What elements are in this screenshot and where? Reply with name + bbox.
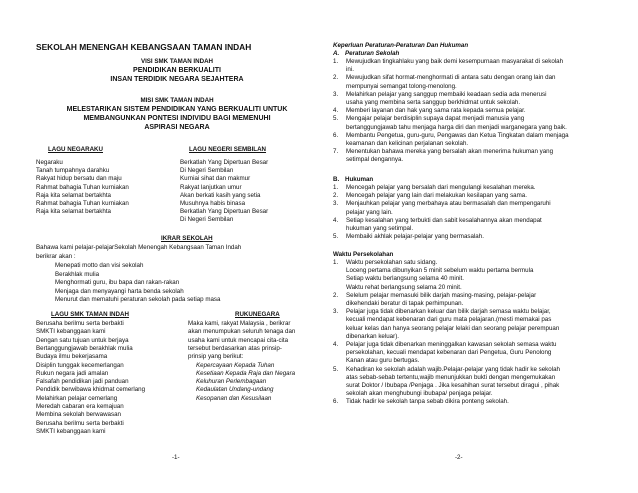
rule-b-text: Membaiki akhlak pelajar-pelajar yang bermasalah. xyxy=(346,233,484,241)
lagu-negeri-heading: LAGU NEGERI SEMBILAN xyxy=(189,146,267,153)
lagu-smk-line: Meredah cabaran era kemajuan xyxy=(36,403,124,410)
lagu-smk-line: SMKTI kebanggaan kami xyxy=(36,427,106,435)
waktu-text: Kehadiran ke sekolah adalah wajib.Pelajar-pelajar yang tidak hadir ke sekolah xyxy=(346,365,560,373)
negaraku-line: Negaraku xyxy=(36,159,63,166)
negaraku-line: Rakyat hidup bersatu dan maju xyxy=(36,175,122,183)
rukunegara-line: usaha kami untuk mencapai cita-cita xyxy=(188,336,289,344)
lagu-smk-line: Dengan satu tujuan untuk berjaya xyxy=(36,336,129,344)
right-page xyxy=(333,0,617,493)
rule-a-text: setimpal dengannya. xyxy=(346,156,404,164)
rule-a-number: 5. xyxy=(333,115,339,123)
waktu-text: Setiap waktu berlangsung selama 40 minit. xyxy=(346,275,464,283)
rule-b-number: 4. xyxy=(333,216,339,224)
lagu-smk-line: Rukun negara jadi amalan xyxy=(36,369,109,377)
waktu-text: kecuali mendapat kebenaran dari guru mata pelajaran.(mesti memakai pas xyxy=(346,316,552,324)
waktu-text: persekolahan, kecuali mendapat kebenaran dari Pengetua, Guru Penolong xyxy=(346,349,552,357)
rule-a-text: usaha yang membina serta sanggup berkhidmat untuk sekolah. xyxy=(346,99,521,106)
waktu-text: keluar kelas dan hanya seorang pelajar lelaki dan seorang pelajar perempuan xyxy=(346,324,560,332)
section-a-label: A. xyxy=(333,50,340,57)
waktu-text: Selelum pelajar memasuki bilik darjah masing-masing, pelajar-pelajar xyxy=(346,291,537,299)
rule-a-number: 1. xyxy=(333,58,339,65)
rukunegara-principle: Kesetiaan Kepada Raja dan Negara xyxy=(196,369,296,377)
rule-b-text: hukuman yang setimpal. xyxy=(346,225,414,232)
lagu-smk-line: Berusaha berilmu serta berbakti xyxy=(36,419,124,427)
section-b-title: Hukuman xyxy=(345,176,374,183)
lagu-smk-line: Pendidik berwibawa khidmat cemerlang xyxy=(36,386,146,394)
waktu-number: 6. xyxy=(333,398,339,406)
ikrar-item: Menurut dan mematuhi peraturan sekolah pada setiap masa xyxy=(55,296,221,304)
rukunegara-line: prinsip yang berikut: xyxy=(188,353,244,361)
waktu-number: 5. xyxy=(333,365,339,373)
waktu-text: surat Doktor / Ibubapa /Penjaga . Jika kesahihan surat tersebut diragui , pihak xyxy=(346,382,560,389)
section-b-label: B. xyxy=(333,176,340,183)
negeri-line: Akan berkati kasih yang setia xyxy=(180,191,261,199)
rule-a-text: Mewujudkan sifat hormat-menghormati di antara satu dengan orang lain dan xyxy=(346,74,556,82)
page-number: -2- xyxy=(455,454,463,461)
ikrar-item: Menghormati guru, ibu bapa dan rakan-rakan xyxy=(55,279,180,287)
negaraku-line: Raja kita selamat bertakhta xyxy=(36,191,111,199)
negeri-line: Berkatlah Yang Dipertuan Besar xyxy=(180,159,269,166)
rule-b-text: pelajar yang lain. xyxy=(346,208,393,216)
rukunegara-line: Maka kami, rakyat Malaysia , berikrar xyxy=(188,320,291,327)
negaraku-line: Rahmat bahagia Tuhan kurniakan xyxy=(36,183,129,191)
rule-b-text: Setiap kesalahan yang terbukti dan sabit kesalahannya akan mendapat xyxy=(346,216,542,224)
lagu-smk-line: Bertanggungjawab berakhlak mulia xyxy=(36,344,133,352)
negeri-line: Di Negeri Sembilan xyxy=(180,216,234,224)
rule-a-text: Menentukan bahawa mereka yang bersalah akan menerima hukuman yang xyxy=(346,148,554,156)
left-page xyxy=(36,0,318,493)
ikrar-item: Menepati motto dan visi sekolah xyxy=(55,262,144,269)
rukunegara-principle: Kesopanan dan Kesusilaan xyxy=(196,394,272,402)
waktu-text: atas sebab-sebab tertentu,wajib menunjukkan bukti dengan mengemukakan xyxy=(346,373,556,381)
rule-b-number: 3. xyxy=(333,200,339,208)
lagu-smk-line: SMKTI kebanggaan kami xyxy=(36,328,106,336)
waktu-text: Kanan atau guru bertugas. xyxy=(346,357,420,365)
rule-b-number: 5. xyxy=(333,233,339,241)
waktu-text: Tidak hadir ke sekolah tanpa sebab dikira ponteng sekolah. xyxy=(346,398,509,406)
waktu-text: dikehendaki beratur di tapak perhimpunan. xyxy=(346,300,464,307)
waktu-number: 4. xyxy=(333,341,339,348)
negeri-line: Kurniai sihat dan makmur xyxy=(180,175,251,183)
rule-a-number: 4. xyxy=(333,107,339,115)
rukunegara-line: tersebut berdasarkan atas prinsip- xyxy=(188,344,282,352)
rule-a-text: Memberi layanan dan hak yang sama rata kepada semua pelajar. xyxy=(346,107,526,115)
waktu-text: sekolah akan menghubungi ibubapa/ penjaga pelajar. xyxy=(346,390,493,398)
waktu-number: 3. xyxy=(333,308,339,316)
rule-a-number: 6. xyxy=(333,131,339,139)
negaraku-line: Rahmat bahagia Tuhan kurniakan xyxy=(36,200,129,207)
rules-heading: Keperluan Peraturan-Peraturan Dan Hukuman xyxy=(333,42,469,49)
negaraku-line: Raja kita selamat bertakhta xyxy=(36,208,111,216)
visi-heading: VISI SMK TAMAN INDAH xyxy=(140,58,214,65)
rule-b-text: Mencegah pelajar yang bersalah dari mengulangi kesalahan mereka. xyxy=(346,184,536,191)
negeri-line: Rakyat lanjutkan umur xyxy=(180,183,242,191)
waktu-text: Loceng pertama dibunyikan 5 minit sebelum waktu pertama bermula xyxy=(346,267,534,275)
visi-line: INSAN TERDIDIK NEGARA SEJAHTERA xyxy=(110,76,244,83)
waktu-heading: Waktu Persekolahan xyxy=(333,251,394,258)
lagu-smk-line: Berusaha berilmu serta berbakti xyxy=(36,320,124,327)
lagu-smk-heading: LAGU SMK TAMAN INDAH xyxy=(51,311,129,318)
rule-a-text: Mengajar pelajar berdisiplin supaya dapat menjadi manusia yang xyxy=(346,115,525,123)
misi-line: ASPIRASI NEGARA xyxy=(144,124,210,131)
rule-a-number: 7. xyxy=(333,148,339,156)
negeri-line: Di Negeri Sembilan xyxy=(180,167,234,175)
rule-b-text: Mencegah pelajar yang lain dari melakukan kesilapan yang sama. xyxy=(346,192,527,200)
rule-b-number: 1. xyxy=(333,184,339,191)
lagu-smk-line: Budaya ilmu bekerjasama xyxy=(36,353,108,361)
waktu-text: Pelajar juga tidak dibenarkan keluar dan bilik darjah semasa waktu belajar, xyxy=(346,308,551,316)
waktu-number: 1. xyxy=(333,259,339,266)
lagu-negaraku-heading: LAGU NEGARAKU xyxy=(48,146,103,153)
misi-heading: MISI SMK TAMAN INDAH xyxy=(140,97,214,104)
school-title: SEKOLAH MENENGAH KEBANGSAAN TAMAN INDAH xyxy=(36,42,252,52)
rule-a-text: Membantu Pengetua, guru-guru, Pengawas dan Ketua Tingkatan dalam menjaga xyxy=(346,131,569,139)
ikrar-item: Berakhlak mulia xyxy=(55,270,100,278)
ikrar-intro: berikrar akan : xyxy=(36,253,76,260)
section-a-title: Peraturan Sekolah xyxy=(345,50,400,57)
negeri-line: Berkatlah Yang Dipertuan Besar xyxy=(180,208,269,216)
ikrar-heading: IKRAR SEKOLAH xyxy=(161,235,213,242)
rule-a-number: 3. xyxy=(333,90,339,98)
negaraku-line: Tanah tumpahnya darahku xyxy=(36,167,110,175)
waktu-text: Waktu rehat berlangsung selama 20 minit. xyxy=(346,283,462,291)
ikrar-intro: Bahawa kami pelajar-pelajarSekolah Menengah Kebangsaan Taman Indah xyxy=(36,244,242,251)
lagu-smk-line: Falsafah pendidikan jadi panduan xyxy=(36,378,129,386)
waktu-number: 2. xyxy=(333,291,339,299)
rule-b-text: Menjauhkan pelajar yang merbahaya atau bermasalah dan mempengaruhi xyxy=(346,200,551,208)
visi-line: PENDIDIKAN BERKUALITI xyxy=(133,67,221,74)
rule-a-text: rnempunyai semangat tolong-menolong. xyxy=(346,82,457,90)
rule-a-text: bertanggungjawab tahu menjaga harga diri dan menjadi warganegara yang baik. xyxy=(346,123,567,131)
rukunegara-principle: Kedaulatan Undang-undang xyxy=(196,386,274,394)
page-number: -1- xyxy=(172,454,180,461)
rule-a-text: ini. xyxy=(346,66,354,74)
rule-a-text: keamanan dan kelicinan perjalanan sekolah. xyxy=(346,140,469,147)
rukunegara-line: akan menumpukan seluruh tenaga dan xyxy=(188,328,296,336)
rukunegara-principle: Keluhuran Perlembagaan xyxy=(196,378,267,386)
ikrar-item: Menjaga dan menyayangi harta benda sekolah xyxy=(55,287,184,295)
lagu-smk-line: Disiplin tunggak kecemerlangan xyxy=(36,361,124,369)
misi-line: MELESTARIKAN SISTEM PENDIDIKAN YANG BERKUALITI UNTUK xyxy=(66,106,288,113)
waktu-text: dibenarkan keluar). xyxy=(346,332,399,340)
misi-line: MEMBANGUNKAN PONTESI INDIVIDU BAGI MEMENUHI xyxy=(83,115,271,122)
waktu-text: Pelajar juga tidak dibenarkan meninggalkan kawasan sekolah semasa waktu xyxy=(346,341,557,348)
waktu-text: Waktu persekolahan satu sidang. xyxy=(346,259,438,266)
rule-a-text: Melahirkan pelajar yang sanggup membaiki keadaan sedia ada menerusi xyxy=(346,90,547,98)
rule-a-text: Mewujudkan tingkahlaku yang baik demi kesempurnaan masyarakat di sekolah xyxy=(346,58,564,65)
lagu-smk-line: Melahirkan pelajar cemerlang xyxy=(36,394,118,402)
rule-a-number: 2. xyxy=(333,74,339,82)
rukunegara-principle: Kepercayaan Kepada Tuhan xyxy=(196,361,275,369)
rule-b-number: 2. xyxy=(333,192,339,200)
negeri-line: Musuhnya habis binasa xyxy=(180,200,246,207)
rukunegara-heading: RUKUNEGARA xyxy=(235,311,280,318)
lagu-smk-line: Membina sekolah berwawasan xyxy=(36,411,121,419)
